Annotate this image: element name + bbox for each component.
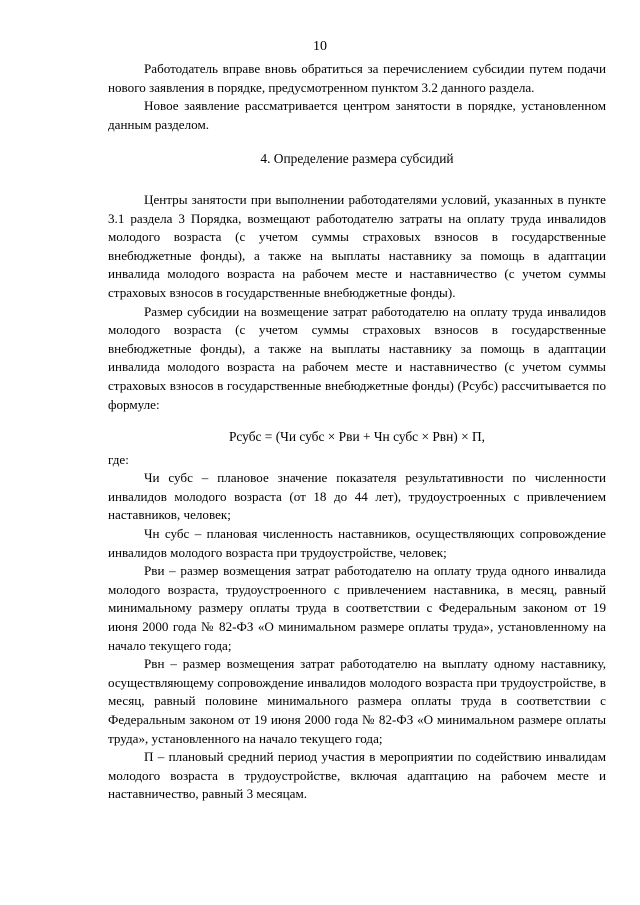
body-paragraph-1: Центры занятости при выполнении работодателями условий, указанных в пункте 3.1 раздела 3 Порядка, возмещают работодателю затраты на оплату труда инвалидов молодого возраста (с учетом суммы страховых взносов в государственные внебюджетные фонды), а также на выплаты наставнику за помощь в адаптации инвалида молодого возраста на рабочем месте и наставничество (с учетом суммы страховых взносов в государственные внебюджетные фонды). — [108, 191, 606, 300]
section-heading: 4. Определение размера субсидий — [260, 151, 454, 167]
document-body — [108, 60, 606, 804]
where-label: где: — [108, 451, 129, 467]
intro-paragraph-2: Новое заявление рассматривается центром занятости в порядке, установленном данным разделом. — [108, 98, 606, 132]
intro-paragraph-1: Работодатель вправе вновь обратиться за перечислением субсидии путем подачи нового заявления в порядке, предусмотренном пунктом 3.2 данного раздела. — [108, 61, 606, 95]
definition-chn-subs: Чн субс – плановая численность наставников, осуществляющих сопровождение инвалидов молодого возраста при трудоустройстве, человек; — [108, 526, 606, 560]
definition-rvi: Рви – размер возмещения затрат работодателю на оплату труда одного инвалида молодого возраста, трудоустроенного с привлечением наставника, в месяц, равный минимальному размеру оплаты труда в соответствии с Федеральным законом от 19 июня 2000 года № 82-ФЗ «О минимальном размере оплаты труда», установленному на начало текущего года; — [108, 563, 606, 653]
subsidy-formula: Рсубс = (Чи субс × Рви + Чн субс × Рвн) × П, — [228, 429, 486, 445]
definition-chi-subs: Чи субс – плановое значение показателя результативности по численности инвалидов молодого возраста (от 18 до 44 лет), трудоустроенных с привлечением наставников, человек; — [108, 470, 606, 523]
definition-p: П – плановый средний период участия в мероприятии по содействию инвалидам молодого возраста в трудоустройстве, включая адаптацию на рабочем месте и наставничество, равный 3 месяцам. — [108, 749, 606, 802]
definition-rvn: Рвн – размер возмещения затрат работодателю на выплату одному наставнику, осуществляющему сопровождение инвалидов молодого возраста при трудоустройстве, в месяц, равный половине минимального размера оплаты труда в соответствии с Федеральным законом от 19 июня 2000 года № 82-ФЗ «О минимальном размере оплаты труда», установленного на начало текущего года; — [108, 656, 606, 746]
body-paragraph-2: Размер субсидии на возмещение затрат работодателю на оплату труда инвалидов молодого возраста (с учетом суммы страховых взносов в государственные внебюджетные фонды), а также на выплаты наставнику за помощь в адаптации инвалида молодого возраста на рабочем месте и наставничество (с учетом суммы страховых взносов в государственные внебюджетные фонды) (Рсубс) рассчитывается по формуле: — [108, 303, 606, 412]
page-number: 10 — [313, 39, 327, 54]
